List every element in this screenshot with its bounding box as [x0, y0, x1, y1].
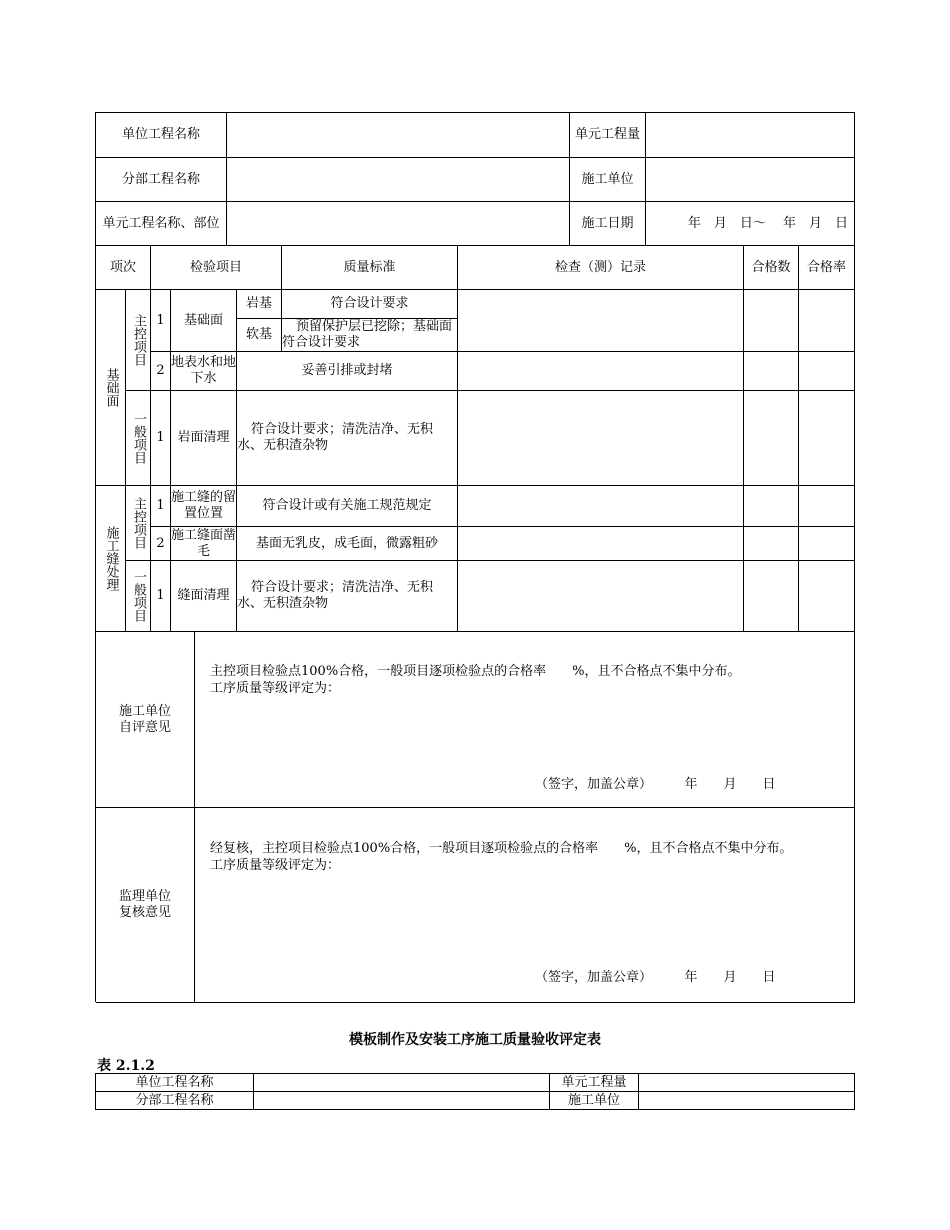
joint-row2-record[interactable]: [458, 527, 744, 561]
foundation-row1-standard-rock: 符合设计要求: [282, 290, 458, 319]
foundation-row2-no: 2: [151, 352, 171, 391]
construction-unit-value[interactable]: [646, 158, 855, 202]
element-name-location-label: 单元工程名称、部位: [96, 202, 227, 246]
joint-general-label: 一般项目: [126, 561, 151, 632]
next-unit-element-quantity-label: 单元工程量: [550, 1074, 639, 1092]
next-table-title: 模板制作及安装工序施工质量验收评定表: [349, 1032, 601, 1048]
section-joint-title: 施工缝处理: [96, 486, 126, 632]
unit-element-quantity-value[interactable]: [646, 113, 855, 158]
column-header-pass-count: 合格数: [744, 246, 799, 290]
joint-row1-standard: 符合设计或有关施工规范规定: [237, 486, 458, 527]
foundation-row2-standard: 妥善引排或封堵: [237, 352, 458, 391]
foundation-general-label: 一般项目: [126, 391, 151, 486]
self-assessment-line2: 工序质量等级评定为：: [210, 681, 341, 696]
element-name-location-value[interactable]: [227, 202, 570, 246]
joint-row1-no: 1: [151, 486, 171, 527]
next-construction-unit-label: 施工单位: [550, 1092, 639, 1110]
supervision-review-label-text: 监理单位复核意见: [118, 889, 171, 920]
foundation-row3-pass-count[interactable]: [744, 391, 799, 486]
joint-row2-pass-count[interactable]: [744, 527, 799, 561]
column-header-pass-rate: 合格率: [799, 246, 855, 290]
next-sub-project-name-label: 分部工程名称: [96, 1092, 254, 1110]
joint-row3-pass-count[interactable]: [744, 561, 799, 632]
joint-row2-pass-rate[interactable]: [799, 527, 855, 561]
self-assessment-line1: 主控项目检验点100%合格，一般项目逐项检验点的合格率 %，且不合格点不集中分布。: [210, 664, 741, 679]
unit-project-name-label: 单位工程名称: [96, 113, 227, 158]
next-unit-project-name-label: 单位工程名称: [96, 1074, 254, 1092]
joint-row2-item: 施工缝面凿毛: [171, 527, 237, 561]
sub-project-name-label: 分部工程名称: [96, 158, 227, 202]
joint-row3-standard: 符合设计要求；清洗洁净、无积水、无积渣杂物: [237, 561, 458, 632]
joint-row3-no: 1: [151, 561, 171, 632]
foundation-row2-record[interactable]: [458, 352, 744, 391]
foundation-row3-record[interactable]: [458, 391, 744, 486]
foundation-row2-pass-rate[interactable]: [799, 352, 855, 391]
joint-main-label: 主控项目: [126, 486, 151, 561]
next-sub-project-name-value[interactable]: [254, 1092, 550, 1110]
foundation-row3-pass-rate[interactable]: [799, 391, 855, 486]
foundation-main-label: 主控项目: [126, 290, 151, 391]
construction-date-label: 施工日期: [570, 202, 646, 246]
foundation-row3-item: 岩面清理: [171, 391, 237, 486]
joint-row2-standard: 基面无乳皮，成毛面，微露粗砂: [237, 527, 458, 561]
foundation-row1-pass-rate[interactable]: [799, 290, 855, 352]
next-unit-project-name-value[interactable]: [254, 1074, 550, 1092]
foundation-row2-item: 地表水和地下水: [171, 352, 237, 391]
foundation-row1-item: 基础面: [171, 290, 237, 352]
joint-row1-item: 施工缝的留置位置: [171, 486, 237, 527]
section-foundation-title: 基础面: [96, 290, 126, 486]
foundation-row1-pass-count[interactable]: [744, 290, 799, 352]
self-assessment-signature: （签字，加盖公章） 年 月 日: [535, 777, 776, 792]
foundation-row1-no: 1: [151, 290, 171, 352]
supervision-review-line2: 工序质量等级评定为：: [210, 858, 341, 873]
unit-element-quantity-label: 单元工程量: [570, 113, 646, 158]
foundation-row1-subtype-soft: 软基: [237, 319, 282, 352]
foundation-row3-no: 1: [151, 391, 171, 486]
joint-row3-item: 缝面清理: [171, 561, 237, 632]
joint-row1-record[interactable]: [458, 486, 744, 527]
construction-date-value[interactable]: 年 月 日～ 年 月 日: [646, 202, 855, 246]
self-assessment-label: [96, 632, 195, 808]
self-assessment-label-text: 施工单位自评意见: [118, 703, 171, 735]
joint-row1-pass-rate[interactable]: [799, 486, 855, 527]
joint-row2-no: 2: [151, 527, 171, 561]
supervision-review-line1: 经复核，主控项目检验点100%合格，一般项目逐项检验点的合格率 %，且不合格点不集中分布。: [210, 841, 793, 856]
joint-row1-pass-count[interactable]: [744, 486, 799, 527]
supervision-review-signature: （签字，加盖公章） 年 月 日: [535, 970, 776, 985]
joint-row3-pass-rate[interactable]: [799, 561, 855, 632]
next-table: [95, 1073, 855, 1110]
column-header-quality-standard: 质量标准: [282, 246, 458, 290]
next-unit-element-quantity-value[interactable]: [639, 1074, 855, 1092]
foundation-row1-subtype-rock: 岩基: [237, 290, 282, 319]
column-header-check-record: 检查（测）记录: [458, 246, 744, 290]
foundation-row2-pass-count[interactable]: [744, 352, 799, 391]
foundation-row3-standard: 符合设计要求；清洗洁净、无积水、无积渣杂物: [237, 391, 458, 486]
sub-project-name-value[interactable]: [227, 158, 570, 202]
foundation-row1-record[interactable]: [458, 290, 744, 352]
next-construction-unit-value[interactable]: [639, 1092, 855, 1110]
joint-row3-record[interactable]: [458, 561, 744, 632]
next-table-number: 表 2.1.2: [97, 1058, 155, 1074]
unit-project-name-value[interactable]: [227, 113, 570, 158]
foundation-row1-standard-soft: 预留保护层已挖除；基础面符合设计要求: [282, 319, 458, 352]
quality-assessment-table: [95, 112, 855, 1002]
construction-unit-label: 施工单位: [570, 158, 646, 202]
column-header-inspection-item: 检验项目: [151, 246, 282, 290]
supervision-review-label: [96, 808, 195, 1003]
column-header-item-no: 项次: [96, 246, 151, 290]
